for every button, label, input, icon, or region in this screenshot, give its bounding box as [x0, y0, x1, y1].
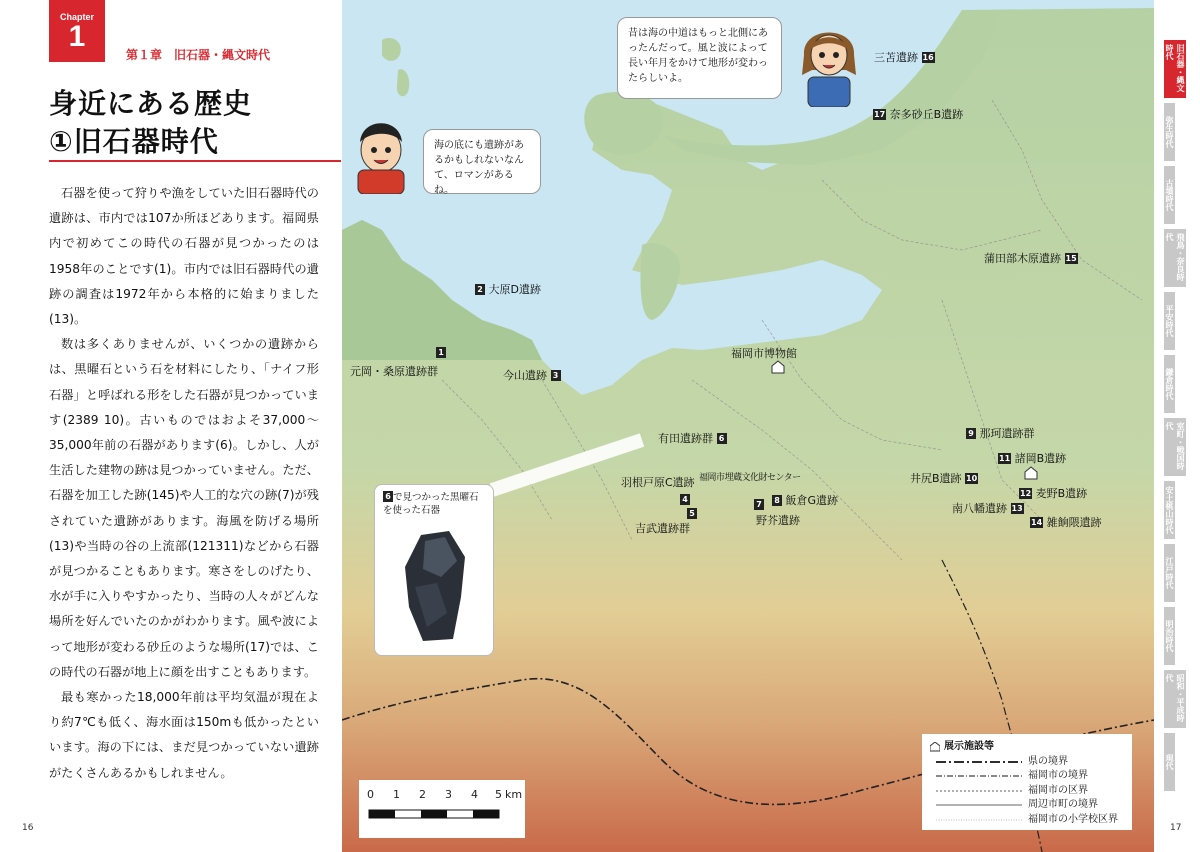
tab-chapter-2[interactable]: 弥生時代 [1164, 103, 1175, 161]
site-13-label: 南八幡遺跡 [952, 502, 1007, 515]
scale-tick-3: 3 [445, 788, 452, 801]
tab-chapter-7[interactable]: 室町・戦国時代 [1164, 418, 1186, 476]
site-7-number: 7 [754, 499, 764, 510]
site-12-label: 麦野B遺跡 [1035, 487, 1088, 500]
site-16 [874, 51, 935, 65]
site-5-number: 5 [687, 508, 697, 519]
photo-caption [383, 491, 485, 517]
page-number-right: 17 [1170, 823, 1182, 833]
site-10 [910, 472, 978, 486]
legend-line-city [936, 773, 1022, 779]
site-2-number: 2 [475, 284, 485, 295]
tab-chapter-3[interactable]: 古墳時代 [1164, 166, 1175, 224]
site-10-number: 10 [966, 474, 978, 483]
site-2-label: 大原D遺跡 [488, 283, 541, 296]
map-legend [922, 734, 1132, 830]
museum-icon [930, 742, 940, 752]
scale-unit: km [505, 788, 523, 801]
chapter-tabs [1164, 40, 1200, 796]
chapter-number: 1 [68, 20, 86, 53]
legend-label-neighbor: 周辺市町の境界 [1028, 799, 1098, 810]
site-8 [772, 494, 838, 508]
photo-caption-number: 6 [383, 491, 393, 502]
museum-label: 福岡市博物館 [731, 347, 797, 360]
legend-label-prefecture: 県の境界 [1028, 755, 1068, 767]
tab-chapter-6[interactable]: 鎌倉時代 [1164, 355, 1175, 413]
site-11-number: 11 [999, 454, 1011, 463]
site-14-label: 雑餉隈遺跡 [1046, 516, 1102, 529]
obsidian-tool-image [401, 527, 471, 651]
site-9 [966, 427, 1035, 441]
legend-line-prefecture [936, 759, 1022, 765]
site-16-label: 三苫遺跡 [874, 51, 918, 64]
tab-chapter-11[interactable]: 昭和・平成時代 [1164, 670, 1186, 728]
obsidian-stone-icon [401, 527, 471, 647]
legend-item-neighbor [930, 798, 1124, 813]
tab-chapter-9[interactable]: 江戸時代 [1164, 544, 1175, 602]
boy-speech-bubble: 海の底にも遺跡があるかもしれないなんて、ロマンがあるね。 [423, 129, 541, 194]
site-10-label: 井尻B遺跡 [910, 472, 962, 485]
site-7 [754, 498, 800, 527]
title-divider [49, 160, 341, 162]
page-number-left: 16 [22, 823, 34, 833]
map [342, 0, 1154, 852]
page-title-line2: ①旧石器時代 [49, 125, 219, 158]
site-5-label: 吉武遺跡群 [635, 522, 690, 535]
site-3-label: 今山遺跡 [503, 369, 547, 382]
girl-character-icon [798, 15, 860, 107]
site-4-label: 羽根戸原C遺跡 [621, 476, 695, 489]
site-11-label: 諸岡B遺跡 [1014, 452, 1067, 465]
legend-line-neighbor [936, 802, 1022, 808]
site-15-number: 15 [1065, 254, 1077, 263]
scale-bar [359, 780, 525, 838]
photo-caption-text: で見つかった黒曜石を使った石器 [383, 492, 479, 516]
legend-item-prefecture [930, 755, 1124, 770]
site-12 [1019, 487, 1087, 501]
site-3 [503, 369, 561, 383]
tab-chapter-8[interactable]: 安土桃山時代 [1164, 481, 1175, 539]
site-13 [952, 502, 1024, 516]
boy-character-icon [352, 112, 410, 194]
legend-title [930, 740, 1124, 755]
tab-chapter-10[interactable]: 明治時代 [1164, 607, 1175, 665]
site-13-number: 13 [1011, 504, 1023, 513]
scale-tick-0: 0 [367, 788, 374, 801]
site-17 [873, 108, 963, 122]
legend-item-school [930, 813, 1124, 828]
legend-label-city: 福岡市の境界 [1028, 770, 1088, 781]
site-17-number: 17 [874, 110, 886, 119]
site-1-number: 1 [436, 347, 446, 358]
tab-chapter-1[interactable]: 旧石器・縄文時代 [1164, 40, 1186, 98]
legend-item-ward [930, 784, 1124, 799]
legend-label-school: 福岡市の小学校区界 [1028, 813, 1118, 825]
chapter-title: 第１章 旧石器・縄文時代 [126, 48, 271, 62]
site-14 [1030, 516, 1102, 530]
paragraph-2: 数は多くありませんが、いくつかの遺跡からは、黒曜石という石を材料にしたり、「ナイフ形石器」と呼ばれる形をした石器が見つかっています(2389 10)。古いものではおよそ37,000～35,000年前の石器があります(6)。しかし、人が生活した建物の跡は見つかっていません。ただ、石器を加工した跡(145)や人工的な穴の跡(7)が残されていた遺跡があります。海風を防げる場所(13)や当時の谷の上流部(121311)などから石器が見つかることもあります。寒さをしのげたり、水が手に入りやすかったり、当時の人々がどんな場所を好んでいたのかがわかります。風や波によって地形が変わる砂丘のような場所(17)では、この時代の石器が地上に顔を出すこともあります。 [49, 337, 319, 679]
scale-bar-graphic [359, 780, 525, 838]
site-4-number: 4 [680, 494, 690, 505]
site-6-label: 有田遺跡群 [658, 432, 713, 445]
scale-tick-5: 5 [495, 788, 502, 801]
site-17-label: 奈多砂丘B遺跡 [889, 108, 964, 121]
center-label: 福岡市埋蔵文化財センター [699, 473, 801, 483]
site-16-number: 16 [922, 53, 934, 62]
site-12-number: 12 [1020, 489, 1032, 498]
site-6-number: 6 [717, 433, 727, 444]
legend-item-city [930, 769, 1124, 784]
site-15 [984, 252, 1078, 266]
page-title-line1: 身近にある歴史 [49, 87, 253, 120]
left-page [0, 0, 342, 852]
boy-character [352, 112, 410, 198]
site-8-label: 飯倉G遺跡 [785, 494, 839, 507]
site-4 [621, 476, 695, 504]
tab-chapter-12[interactable]: 現代 [1164, 733, 1175, 791]
chapter-badge [49, 0, 105, 62]
girl-speech-bubble: 昔は海の中道はもっと北側にあったんだって。風と波によって長い年月をかけて地形が変わったらしいよ。 [617, 17, 782, 99]
girl-character [798, 15, 860, 111]
chapter-word: Chapter [59, 12, 94, 22]
tab-chapter-5[interactable]: 平安時代 [1164, 292, 1175, 350]
site-14-number: 14 [1031, 518, 1043, 527]
site-2 [475, 283, 541, 297]
legend-title-text: 展示施設等 [944, 741, 994, 752]
artifact-photo-card [374, 484, 494, 656]
scale-tick-2: 2 [419, 788, 426, 801]
legend-line-school [936, 817, 1022, 823]
legend-label-ward: 福岡市の区界 [1028, 784, 1088, 796]
site-3-number: 3 [551, 370, 561, 381]
scale-tick-4: 4 [471, 788, 478, 801]
body-text [49, 181, 319, 786]
site-8-number: 8 [772, 495, 782, 506]
terrain-map [342, 0, 1154, 852]
page-title [49, 85, 252, 161]
site-1-label: 元岡・桑原遺跡群 [350, 365, 438, 378]
scale-tick-1: 1 [393, 788, 400, 801]
tab-chapter-4[interactable]: 飛鳥・奈良時代 [1164, 229, 1186, 287]
site-9-number: 9 [966, 428, 976, 439]
site-15-label: 蒲田部木原遺跡 [984, 252, 1061, 265]
site-7-label: 野芥遺跡 [756, 514, 800, 527]
paragraph-1: 石器を使って狩りや漁をしていた旧石器時代の遺跡は、市内では107か所ほどあります。福岡県内で初めてこの時代の石器が見つかったのは1958年のことです(1)。市内では旧石器時代の遺跡の調査は1972年から本格的に始まりました(13)。 [49, 186, 319, 327]
site-11 [998, 452, 1066, 466]
site-9-label: 那珂遺跡群 [979, 427, 1035, 440]
legend-line-ward [936, 788, 1022, 794]
site-6 [658, 432, 727, 446]
paragraph-3: 最も寒かった18,000年前は平均気温が現在より約7℃も低く、海水面は150mも低かったといいます。海の下には、まだ見つかっていない遺跡がたくさんあるかもしれません。 [49, 690, 319, 780]
